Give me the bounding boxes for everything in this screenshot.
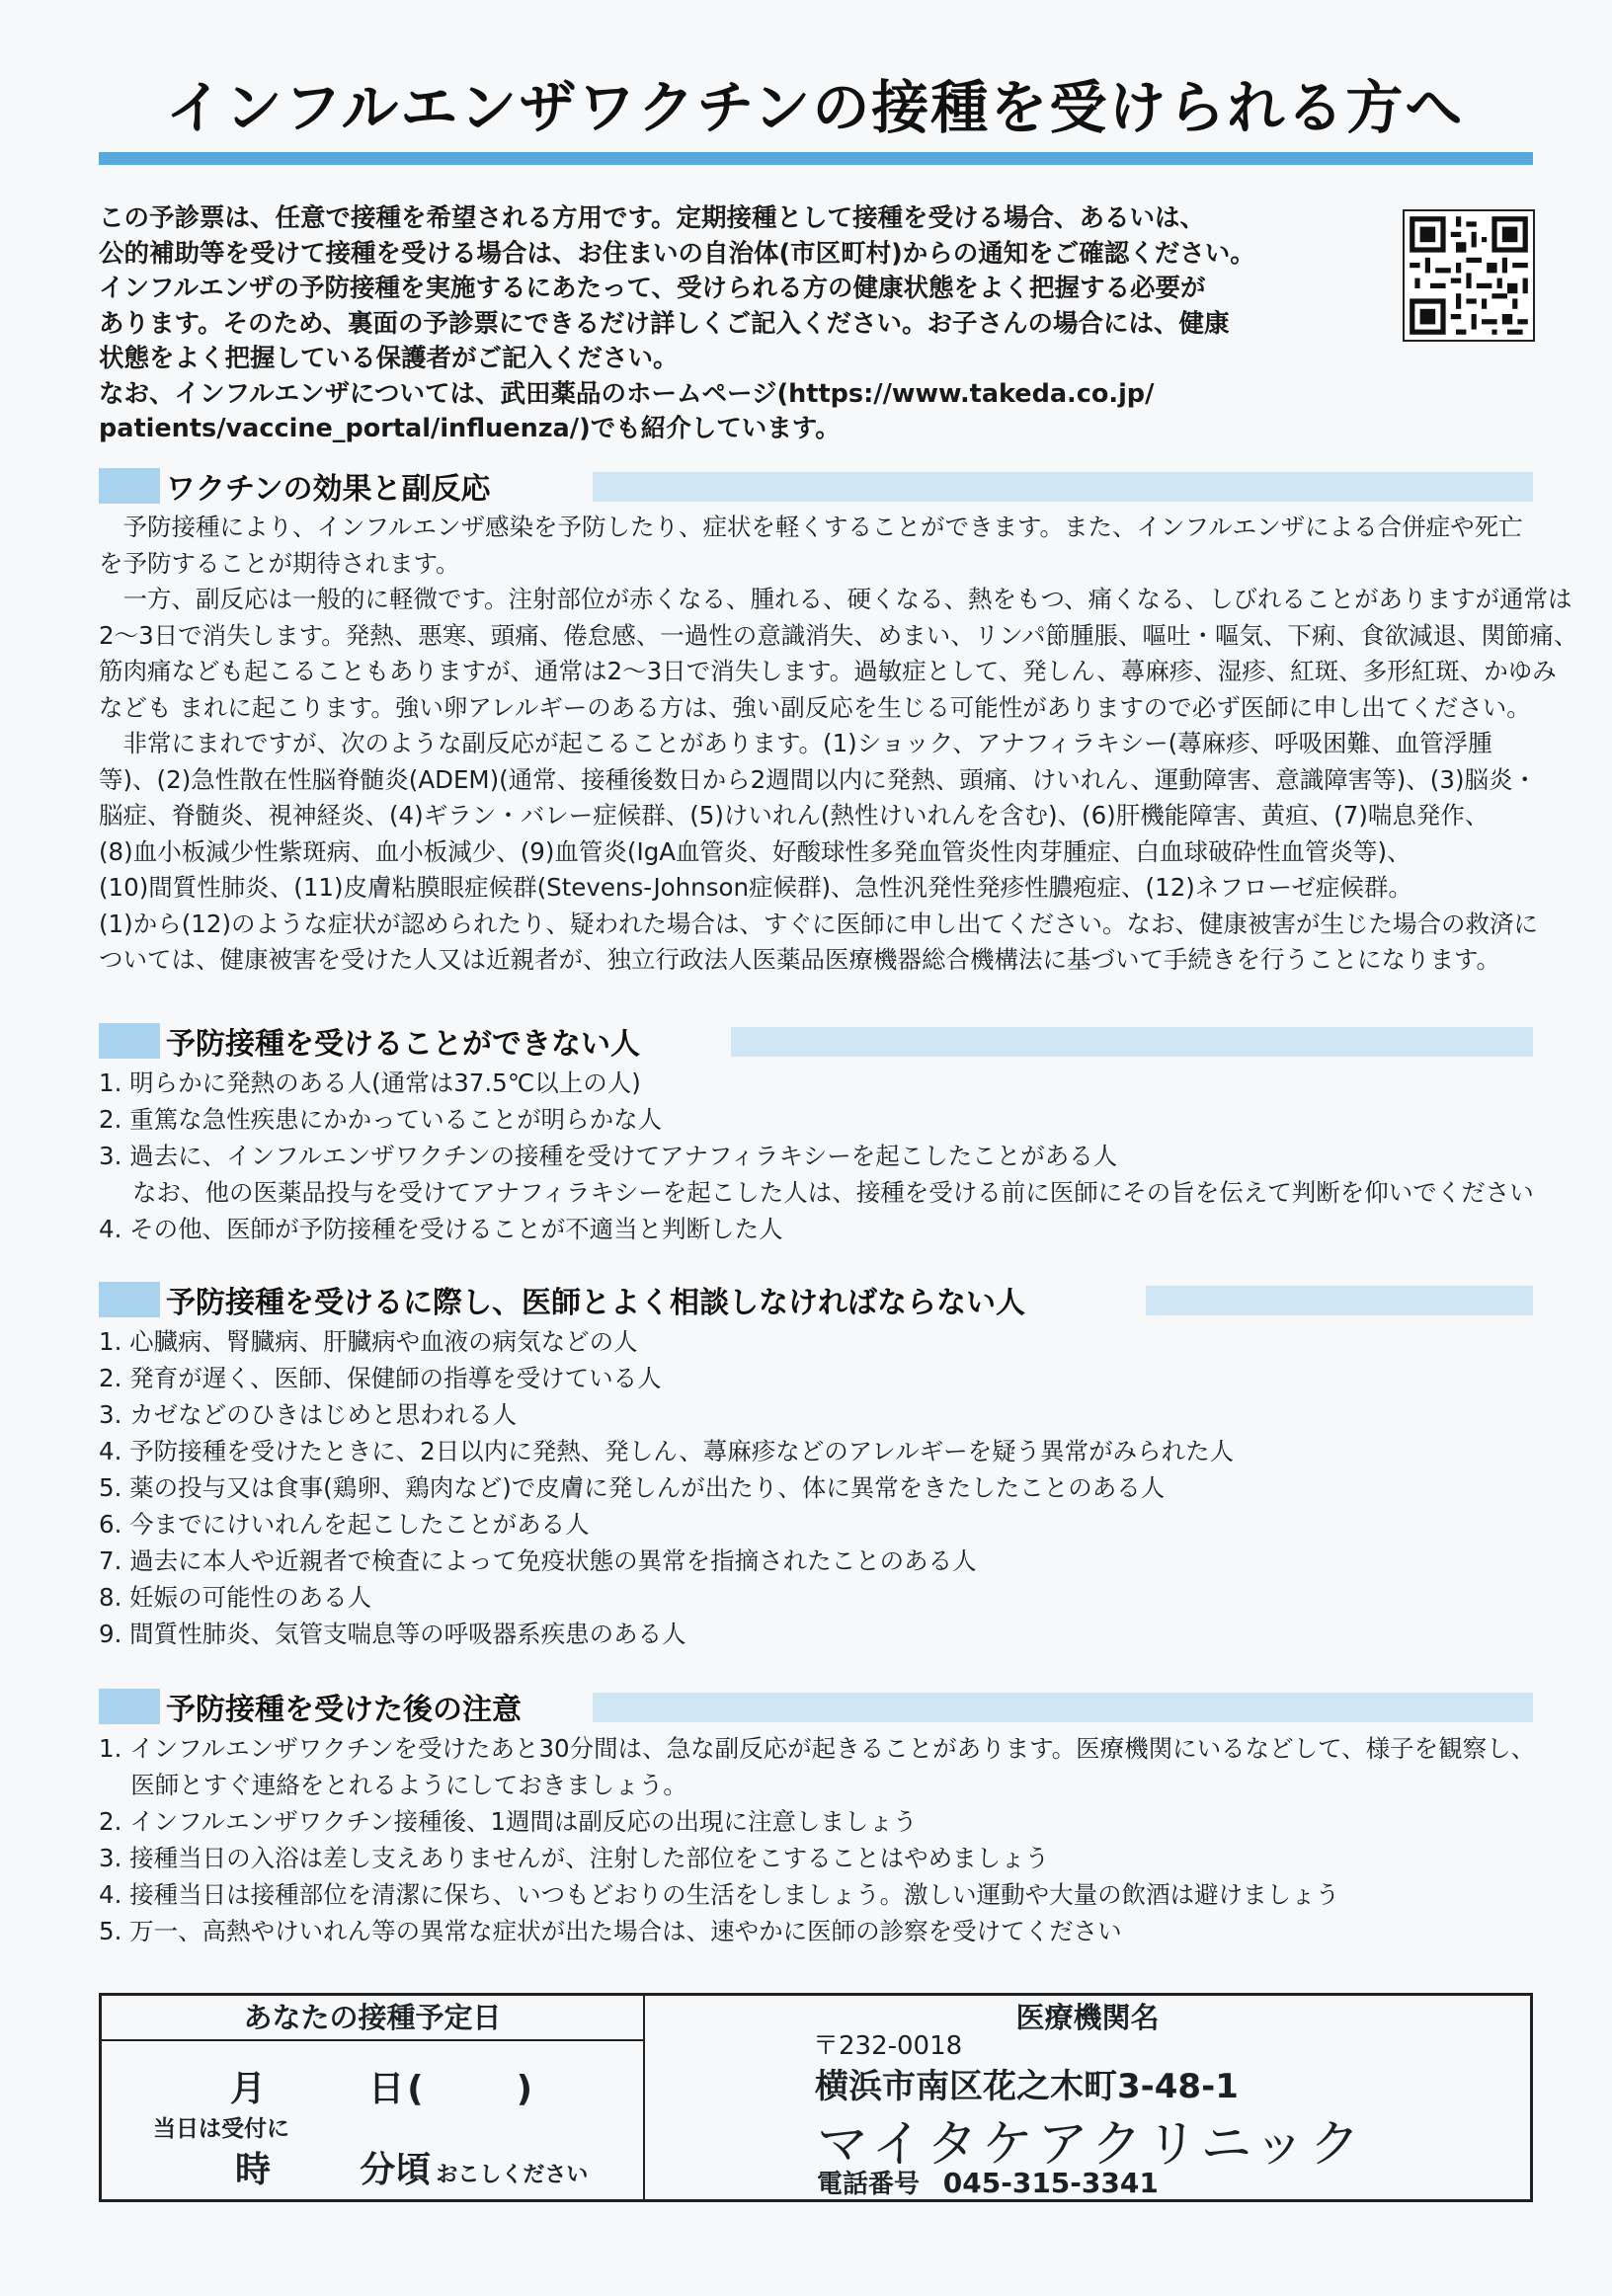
phone-label: 電話番号 <box>817 2170 921 2199</box>
cannot-list <box>99 1065 1533 1247</box>
list-item: 4. 接種当日は接種部位を清潔に保ち、いつもどおりの生活をしましょう。激しい運動や大量の飲酒は避けましょう <box>99 1880 1340 1909</box>
intro-line: 状態をよく把握している保護者がご記入ください。 <box>99 344 679 373</box>
hour-label: 時 <box>235 2150 272 2190</box>
day-label: 日( <box>368 2069 427 2109</box>
come-label: おこしください <box>436 2163 589 2187</box>
appointment-time <box>235 2142 588 2192</box>
clinic-heading: 医療機関名 <box>1015 2001 1160 2034</box>
page-title: インフルエンザワクチンの接種を受けられる方へ <box>165 74 1465 141</box>
intro-line: この予診票は、任意で接種を希望される方用です。定期接種として接種を受ける場合、あるいは、 <box>99 203 1205 233</box>
effects-line: 脳症、脊髄炎、視神経炎、(4)ギラン・バレー症候群、(5)けいれん(熱性けいれんを含む)、(6)肝機能障害、黄疸、(7)喘息発作、 <box>99 801 1490 830</box>
list-item: 4. 予防接種を受けたときに、2日以内に発熱、発しん、蕁麻疹などのアレルギーを疑う異常がみられた人 <box>99 1437 1235 1465</box>
effects-line: を予防することが期待されます。 <box>99 548 460 578</box>
consult-heading <box>99 1278 1533 1321</box>
heading-marker <box>99 1023 160 1059</box>
list-item: 2. インフルエンザワクチン接種後、1週間は副反応の出現に注意しましょう <box>99 1807 918 1836</box>
effects-line: 筋肉痛なども起こることもありますが、通常は2〜3日で消失します。過敏症として、発しん、蕁麻疹、湿疹、紅斑、多形紅斑、かゆみ <box>99 657 1557 685</box>
effects-line: (1)から(12)のような症状が認められたり、疑われた場合は、すぐに医師に申し出てください。なお、健康被害が生じた場合の救済に <box>99 909 1538 938</box>
list-item: 5. 薬の投与又は食事(鶏卵、鶏肉など)で皮膚に発しんが出たり、体に異常をきたしたことのある人 <box>99 1473 1166 1502</box>
clinic-address: 横浜市南区花之木町3-48-1 <box>815 2067 1239 2106</box>
heading-underlay <box>593 472 1533 502</box>
after-heading <box>99 1685 1533 1728</box>
effects-text <box>99 510 1578 979</box>
intro-text <box>99 201 1383 447</box>
qr-code-icon <box>1403 209 1535 342</box>
list-item: 1. 明らかに発熱のある人(通常は37.5℃以上の人) <box>99 1069 641 1097</box>
clinic-phone <box>817 2164 1159 2200</box>
list-item-note: なお、他の医薬品投与を受けてアナフィラキシーを起こした人は、接種を受ける前に医師にその旨を伝えて判断を仰いでください <box>132 1178 1534 1207</box>
list-item: 3. 過去に、インフルエンザワクチンの接種を受けてアナフィラキシーを起こしたことがある人 <box>99 1142 1118 1170</box>
heading-marker <box>99 1689 160 1724</box>
clinic-postal: 〒232-0018 <box>813 2031 963 2061</box>
cannot-heading <box>99 1019 1533 1063</box>
heading-marker <box>99 1282 160 1317</box>
list-item: 4. その他、医師が予防接種を受けることが不適当と判断した人 <box>99 1215 783 1243</box>
list-item: 3. 接種当日の入浴は差し支えありませんが、注射した部位をこすることはやめましょう <box>99 1844 1050 1872</box>
appointment-date <box>230 2061 535 2111</box>
intro-line: 公的補助等を受けて接種を受ける場合は、お住まいの自治体(市区町村)からの通知をご確認ください。 <box>99 238 1255 269</box>
list-item: 3. カゼなどのひきはじめと思われる人 <box>99 1400 518 1429</box>
list-item: 6. 今までにけいれんを起こしたことがある人 <box>99 1510 590 1539</box>
minute-label: 分頃 <box>360 2150 432 2190</box>
day-close: ) <box>516 2069 536 2109</box>
effects-line: ついては、健康被害を受けた人又は近親者が、独立行政法人医薬品医療機器総合機構法に基づいて手続きを行うことになります。 <box>99 945 1501 974</box>
effects-line: (8)血小板減少性紫斑病、血小板減少、(9)血管炎(IgA血管炎、好酸球性多発血管炎性肉芽腫症、白血球破砕性血管炎等)、 <box>99 836 1411 866</box>
effects-heading-label: ワクチンの効果と副反応 <box>166 472 491 507</box>
effects-heading <box>99 464 1533 508</box>
clinic-name: マイタケアクリニック <box>817 2115 1365 2175</box>
after-list <box>99 1730 1536 1949</box>
effects-line: なども まれに起こります。強い卵アレルギーのある方は、強い副反応を生じる可能性がありますので必ず医師に申し出てください。 <box>99 692 1531 722</box>
after-heading-label: 予防接種を受けた後の注意 <box>166 1693 522 1727</box>
heading-underlay <box>731 1027 1533 1057</box>
list-item: 1. 心臓病、腎臓病、肝臓病や血液の病気などの人 <box>99 1327 638 1356</box>
effects-line: 非常にまれですが、次のような副反応が起こることがあります。(1)ショック、アナフィラキシー(蕁麻疹、呼吸困難、血管浮腫 <box>99 729 1492 757</box>
consult-heading-label: 予防接種を受けるに際し、医師とよく相談しなければならない人 <box>166 1286 1025 1320</box>
title-rule <box>99 152 1533 165</box>
phone-number: 045-315-3341 <box>942 2167 1159 2199</box>
list-item: 2. 発育が遅く、医師、保健師の指導を受けている人 <box>99 1364 662 1392</box>
intro-line: patients/vaccine_portal/influenza/)でも紹介しています。 <box>99 414 841 443</box>
appointment-heading: あなたの接種予定日 <box>102 1996 643 2041</box>
list-item: 9. 間質性肺炎、気管支喘息等の呼吸器系疾患のある人 <box>99 1620 686 1648</box>
cannot-heading-label: 予防接種を受けることができない人 <box>166 1027 640 1062</box>
list-item: 医師とすぐ連絡をとれるようにしておきましょう。 <box>99 1771 687 1799</box>
effects-line: 一方、副反応は一般的に軽微です。注射部位が赤くなる、腫れる、硬くなる、熱をもつ、痛くなる、しびれることがありますが通常は <box>99 585 1572 613</box>
effects-line: 予防接種により、インフルエンザ感染を予防したり、症状を軽くすることができます。また、インフルエンザによる合併症や死亡 <box>99 513 1523 541</box>
list-item: 2. 重篤な急性疾患にかかっていることが明らかな人 <box>99 1105 663 1134</box>
month-label: 月 <box>230 2069 270 2109</box>
effects-line: (10)間質性肺炎、(11)皮膚粘膜眼症候群(Stevens-Johnson症候群)、急性汎発性発疹性膿疱症、(12)ネフローゼ症候群。 <box>99 873 1412 902</box>
intro-line: なお、インフルエンザについては、武田薬品のホームページ(https://www.takeda.co.jp/ <box>99 378 1155 409</box>
effects-line: 等)、(2)急性散在性脳脊髄炎(ADEM)(通常、接種後数日から2週間以内に発熱、頭痛、けいれん、運動障害、意識障害等)、(3)脳炎・ <box>99 764 1537 794</box>
list-item: 8. 妊娠の可能性のある人 <box>99 1583 372 1612</box>
intro-line: あります。そのため、裏面の予診票にできるだけ詳しくご記入ください。お子さんの場合には、健康 <box>99 308 1230 339</box>
heading-underlay <box>1146 1286 1533 1315</box>
list-item: 1. インフルエンザワクチンを受けたあと30分間は、急な副反応が起きることがあります。医療機関にいるなどして、様子を観察し、 <box>99 1734 1536 1763</box>
appointment-box <box>99 1993 1533 2202</box>
heading-underlay <box>593 1693 1533 1722</box>
intro-line: インフルエンザの予防接種を実施するにあたって、受けられる方の健康状態をよく把握する必要が <box>99 274 1206 303</box>
list-item: 5. 万一、高熱やけいれん等の異常な症状が出た場合は、速やかに医師の診察を受けてください <box>99 1917 1122 1945</box>
heading-marker <box>99 468 160 504</box>
effects-line: 2〜3日で消失します。発熱、悪寒、頭痛、倦怠感、一過性の意識消失、めまい、リンパ節腫脹、嘔吐・嘔気、下痢、食欲減退、関節痛、 <box>99 620 1578 650</box>
consult-list <box>99 1323 1533 1652</box>
reception-label: 当日は受付に <box>153 2116 289 2142</box>
list-item: 7. 過去に本人や近親者で検査によって免疫状態の異常を指摘されたことのある人 <box>99 1546 977 1575</box>
